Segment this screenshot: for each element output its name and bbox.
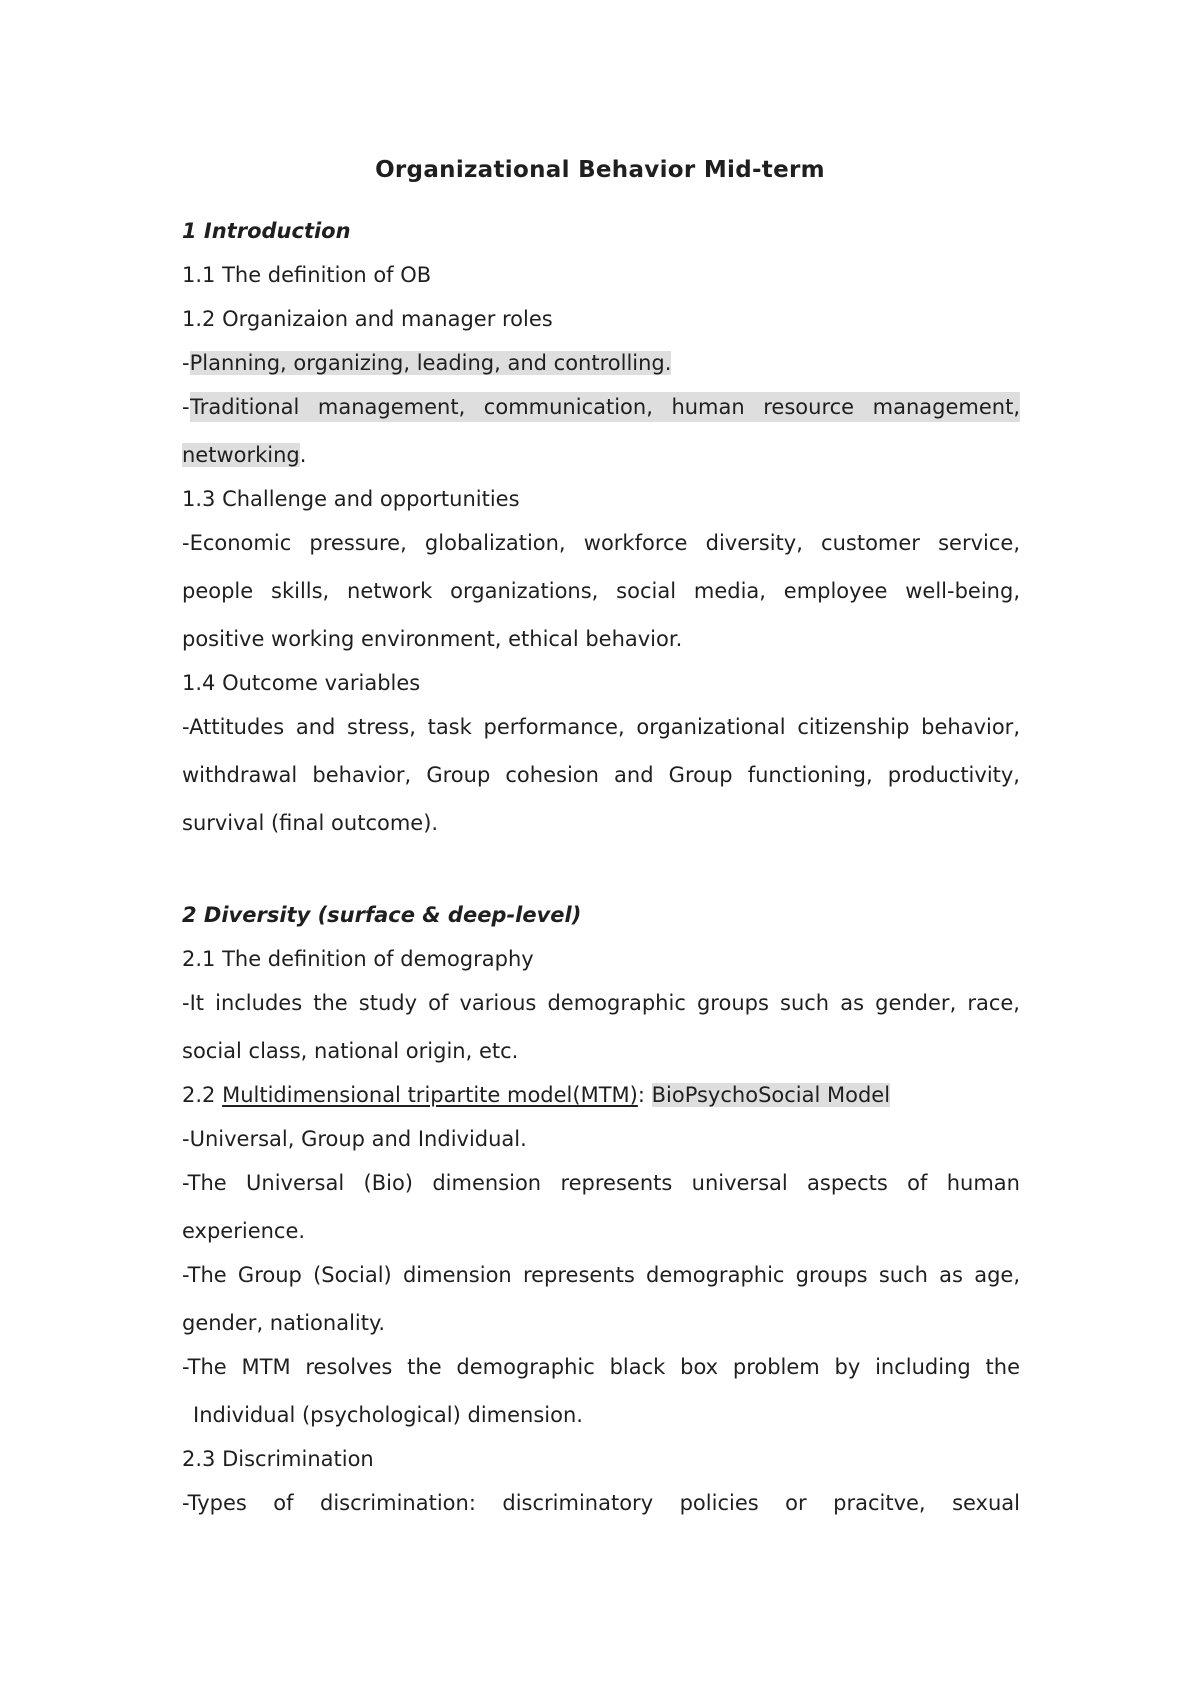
group-line-1: -The Group (Social) dimension represents demographic groups such as age, <box>182 1263 1020 1287</box>
demography-line-1: -It includes the study of various demographic groups such as gender, race, <box>182 991 1020 1015</box>
challenges-line-2: people skills, network organizations, social media, employee well-being, <box>182 579 1020 603</box>
biopsychosocial-highlight: BioPsychoSocial Model <box>651 1083 891 1107</box>
mtm-resolve-line-1: -The MTM resolves the demographic black box problem by including the <box>182 1355 1020 1379</box>
subsection-1-3: 1.3 Challenge and opportunities <box>182 487 520 511</box>
document-title: Organizational Behavior Mid-term <box>375 157 825 183</box>
subsection-2-1: 2.1 The definition of demography <box>182 947 534 971</box>
group-line-2: gender, nationality. <box>182 1311 386 1335</box>
discrimination-line-1: -Types of discrimination: discriminatory policies or pracitve, sexual <box>182 1491 1020 1515</box>
subsection-2-3: 2.3 Discrimination <box>182 1447 374 1471</box>
outcomes-line-3: survival (final outcome). <box>182 811 439 835</box>
subsection-1-2: 1.2 Organizaion and manager roles <box>182 307 553 331</box>
skills-end: . <box>299 443 307 467</box>
outcomes-line-2: withdrawal behavior, Group cohesion and Group functioning, productivity, <box>182 763 1020 787</box>
mtm-dimensions-line: -Universal, Group and Individual. <box>182 1127 527 1151</box>
skills-line-1 <box>182 392 1020 422</box>
skills-line-2 <box>182 440 1020 470</box>
demography-line-2: social class, national origin, etc. <box>182 1039 519 1063</box>
subsection-2-2 <box>182 1080 1020 1110</box>
universal-line-2: experience. <box>182 1219 306 1243</box>
skills-highlight-1: Traditional management, communication, human resource management, <box>190 392 1020 422</box>
section-heading-introduction: 1 Introduction <box>182 219 351 243</box>
outcomes-line-1: -Attitudes and stress, task performance, organizational citizenship behavior, <box>182 715 1020 739</box>
skills-dash: - <box>182 395 190 419</box>
roles-highlight: Planning, organizing, leading, and controlling. <box>189 351 672 375</box>
mtm-resolve-line-2: Individual (psychological) dimension. <box>193 1403 583 1427</box>
subsection-2-2-number: 2.2 <box>182 1083 223 1107</box>
subsection-1-1: 1.1 The definition of OB <box>182 263 432 287</box>
mtm-underlined-term: Multidimensional tripartite model(MTM) <box>222 1083 638 1107</box>
universal-line-1: -The Universal (Bio) dimension represents universal aspects of human <box>182 1171 1020 1195</box>
roles-line <box>182 348 1020 378</box>
section-heading-diversity: 2 Diversity (surface & deep-level) <box>182 903 582 927</box>
subsection-1-4: 1.4 Outcome variables <box>182 671 421 695</box>
challenges-line-3: positive working environment, ethical behavior. <box>182 627 683 651</box>
subsection-2-2-colon: : <box>637 1083 652 1107</box>
challenges-line-1: -Economic pressure, globalization, workforce diversity, customer service, <box>182 531 1020 555</box>
skills-highlight-2: networking <box>182 443 300 467</box>
roles-dash: - <box>182 351 190 375</box>
